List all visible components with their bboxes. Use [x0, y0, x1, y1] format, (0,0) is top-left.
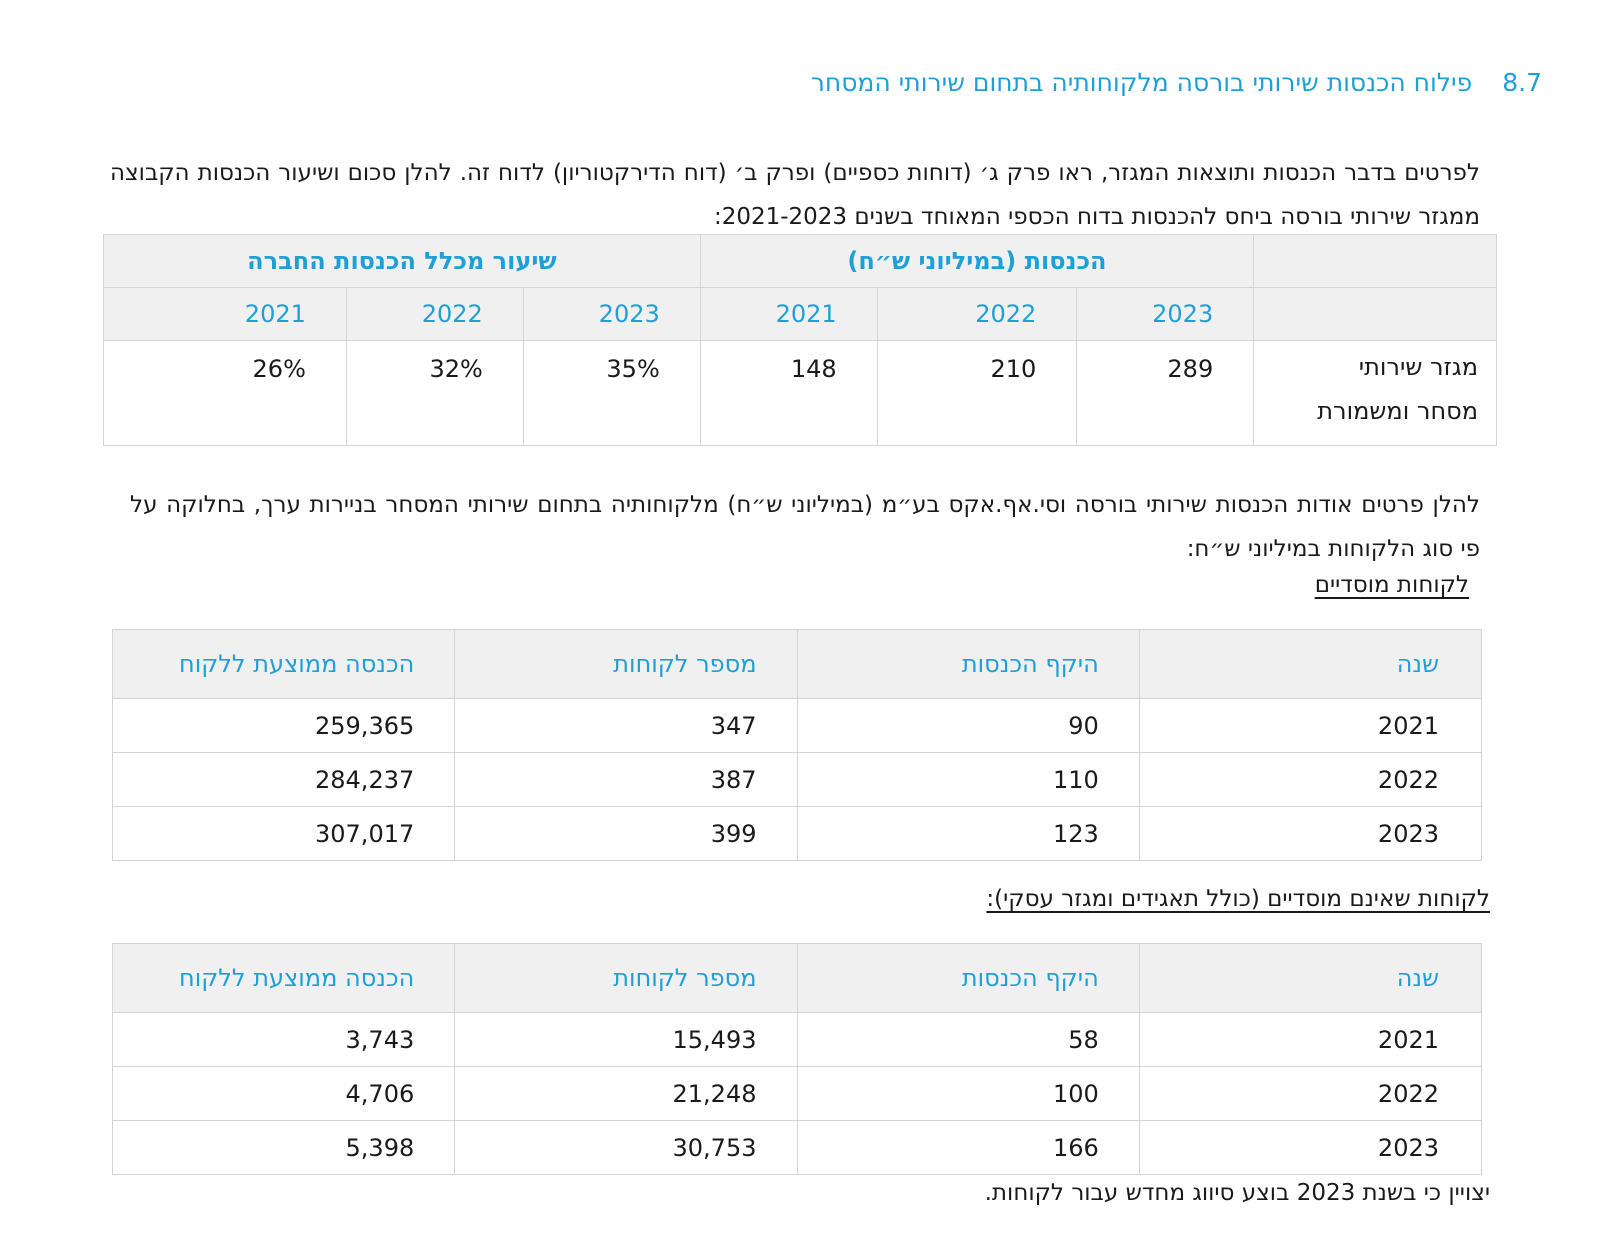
col-header-revenue: היקף הכנסות — [797, 630, 1139, 699]
customers-cell: 15,493 — [455, 1013, 797, 1067]
table-row — [113, 807, 1482, 861]
revenue-cell: 166 — [797, 1121, 1139, 1175]
col-header-revenue: היקף הכנסות — [797, 944, 1139, 1013]
revenue-cell: 100 — [797, 1067, 1139, 1121]
col-header-avg: הכנסה ממוצעת ללקוח — [113, 944, 455, 1013]
table-row — [113, 753, 1482, 807]
non-institutional-heading: לקוחות שאינם מוסדיים (כולל תאגידים ומגזר עסקי): — [986, 886, 1490, 912]
avg-cell: 307,017 — [113, 807, 455, 861]
revenue-year-header: 2021 — [700, 288, 877, 341]
col-header-year: שנה — [1139, 944, 1481, 1013]
customers-cell: 399 — [455, 807, 797, 861]
revenue-group-header: הכנסות (במיליוני ש״ח) — [700, 235, 1253, 288]
section-heading — [811, 68, 1542, 97]
table-row — [113, 1013, 1482, 1067]
col-header-customers: מספר לקוחות — [455, 630, 797, 699]
revenue-cell: 289 — [1077, 341, 1254, 446]
non-institutional-table — [112, 943, 1482, 1175]
customers-cell: 387 — [455, 753, 797, 807]
table-header-row — [113, 630, 1482, 699]
rate-cell: 35% — [523, 341, 700, 446]
table-row — [113, 1121, 1482, 1175]
revenue-cell: 148 — [700, 341, 877, 446]
customers-cell: 21,248 — [455, 1067, 797, 1121]
rate-group-header: שיעור מכלל הכנסות החברה — [104, 235, 701, 288]
revenue-cell: 58 — [797, 1013, 1139, 1067]
section-number: 8.7 — [1502, 68, 1542, 97]
revenue-table-group-row — [104, 235, 1497, 288]
section-title: פילוח הכנסות שירותי בורסה מלקוחותיה בתחום שירותי המסחר — [810, 68, 1473, 97]
avg-cell: 259,365 — [113, 699, 455, 753]
avg-cell: 284,237 — [113, 753, 455, 807]
avg-cell: 5,398 — [113, 1121, 455, 1175]
details-paragraph: להלן פרטים אודות הכנסות שירותי בורסה וסי.אף.אקס בע״מ (במיליוני ש״ח) מלקוחותיה בתחום שירותי המסחר בניירות ערך, בחלוקה על פי סוג הלקוחות במיליוני ש״ח: — [130, 492, 1480, 562]
col-header-customers: מספר לקוחות — [455, 944, 797, 1013]
col-header-avg: הכנסה ממוצעת ללקוח — [113, 630, 455, 699]
year-cell: 2022 — [1139, 1067, 1481, 1121]
year-cell: 2021 — [1139, 699, 1481, 753]
revenue-cell: 110 — [797, 753, 1139, 807]
year-cell: 2021 — [1139, 1013, 1481, 1067]
rate-year-header: 2021 — [104, 288, 347, 341]
revenue-cell: 123 — [797, 807, 1139, 861]
intro-paragraph: לפרטים בדבר הכנסות ותוצאות המגזר, ראו פרק ג׳ (דוחות כספיים) ופרק ב׳ (דוח הדירקטוריון) לדוח זה. להלן סכום ושיעור הכנסות הקבוצה ממגזר שירותי בורסה ביחס להכנסות בדוח הכספי המאוחד בשנים 2021-2023: — [110, 160, 1480, 230]
revenue-table-corner — [1254, 235, 1497, 288]
revenue-table-year-row — [104, 288, 1497, 341]
footnote: יצויין כי בשנת 2023 בוצע סיווג מחדש עבור לקוחות. — [984, 1180, 1490, 1206]
rate-cell: 26% — [104, 341, 347, 446]
revenue-table — [103, 234, 1497, 446]
institutional-heading: לקוחות מוסדיים — [1314, 572, 1469, 598]
customers-cell: 347 — [455, 699, 797, 753]
table-row — [113, 699, 1482, 753]
table-row — [104, 341, 1497, 446]
rate-year-header: 2022 — [346, 288, 523, 341]
avg-cell: 4,706 — [113, 1067, 455, 1121]
institutional-table — [112, 629, 1482, 861]
year-cell: 2023 — [1139, 807, 1481, 861]
customers-cell: 30,753 — [455, 1121, 797, 1175]
col-header-year: שנה — [1139, 630, 1481, 699]
segment-label: מגזר שירותי מסחר ומשמורת — [1254, 341, 1497, 446]
revenue-year-header: 2023 — [1077, 288, 1254, 341]
revenue-cell: 210 — [877, 341, 1077, 446]
revenue-cell: 90 — [797, 699, 1139, 753]
year-cell: 2022 — [1139, 753, 1481, 807]
revenue-year-header: 2022 — [877, 288, 1077, 341]
rate-cell: 32% — [346, 341, 523, 446]
rate-year-header: 2023 — [523, 288, 700, 341]
year-cell: 2023 — [1139, 1121, 1481, 1175]
table-header-row — [113, 944, 1482, 1013]
table-row — [113, 1067, 1482, 1121]
revenue-table-corner-2 — [1254, 288, 1497, 341]
avg-cell: 3,743 — [113, 1013, 455, 1067]
